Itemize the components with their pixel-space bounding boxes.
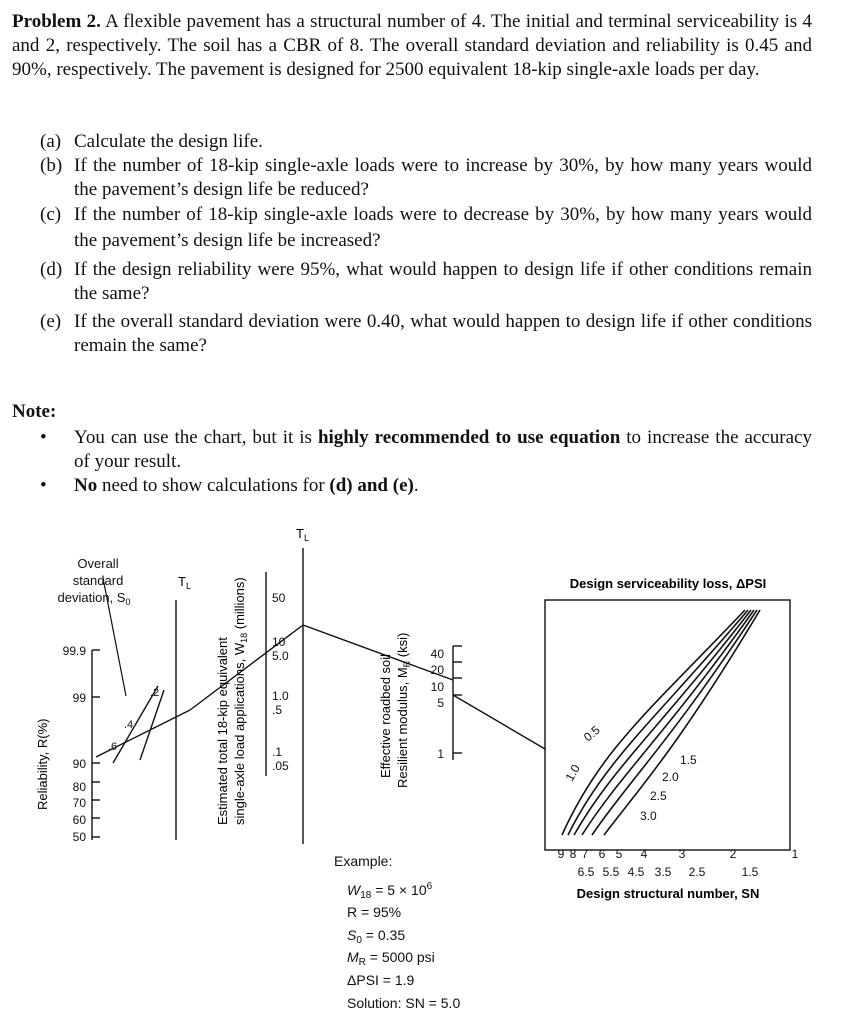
psi-curve-label: 1.5 xyxy=(680,753,697,767)
reliability-tick: 80 xyxy=(72,780,86,794)
reliability-tick: 60 xyxy=(72,813,86,827)
mr-tick: 10 xyxy=(430,680,444,694)
reliability-tick: 99 xyxy=(72,691,86,705)
psi-curve-label: 3.0 xyxy=(640,809,657,823)
sd-tick: .4 xyxy=(124,719,134,731)
sn-axis-label: Design structural number, SN xyxy=(576,886,760,901)
part-b xyxy=(40,154,812,202)
problem-text: A flexible pavement has a structural number of 4. The initial and terminal serviceability is 4 and 2, respectively. The soil has a CBR of 8. The overall standard deviation and reliability is 0.45 and 90%, respectively. The pavement is designed for 2500 equivalent 18-kip single-axle loads per day. xyxy=(12,11,812,80)
part-c xyxy=(40,202,812,254)
mr-axis-label-2: Resilient modulus, $M_R$ (ksi) xyxy=(395,632,412,788)
tl-label: $T_L$ xyxy=(178,574,191,591)
w18-tick: 10 xyxy=(272,635,286,649)
w18-tick: 1.0 xyxy=(272,689,289,703)
sd-tick: .6 xyxy=(108,741,118,753)
part-text: If the number of 18-kip single-axle loads were to decrease by 30%, by how many years would the pavement’s design life be increased? xyxy=(74,204,812,251)
sn-tick: 2 xyxy=(729,847,737,861)
sn-tick-bottom: 5.5 xyxy=(602,865,620,879)
tl-label-top: $T_L$ xyxy=(296,526,309,543)
mr-tick: 1 xyxy=(437,747,444,761)
part-text: If the design reliability were 95%, what would happen to design life if other conditions remain the same? xyxy=(74,259,812,304)
part-label: (d) xyxy=(40,259,63,280)
sn-tick: 1 xyxy=(791,847,799,861)
example-reliability: R = 95% xyxy=(347,904,402,920)
sn-tick-bottom: 2.5 xyxy=(688,865,706,879)
example-solution: Solution: SN = 5.0 xyxy=(347,995,461,1011)
psi-curve-label: 2.0 xyxy=(662,770,679,784)
note-heading: Note: xyxy=(12,401,57,422)
bullet-icon: • xyxy=(40,427,47,448)
example-w18: $W_{18} = 5 \times 10^6$ xyxy=(347,881,433,901)
psi-curve-label: 0.5 xyxy=(580,722,603,745)
sn-tick-bottom: 6.5 xyxy=(577,865,595,879)
reliability-tick: 99.9 xyxy=(62,644,86,658)
psi-title: Design serviceability loss, ΔPSI xyxy=(569,576,767,591)
part-label: (a) xyxy=(40,131,62,152)
sn-tick: 5 xyxy=(615,847,623,861)
sn-tick: 8 xyxy=(569,847,577,861)
w18-axis-label-1: Estimated total 18-kip equivalent xyxy=(215,637,230,825)
part-text: Calculate the design life. xyxy=(74,131,263,152)
mr-axis-label-1: Effective roadbed soil xyxy=(378,653,393,778)
sn-tick: 3 xyxy=(678,847,686,861)
example-title: Example: xyxy=(334,853,393,869)
part-d xyxy=(40,258,812,306)
sn-tick: 7 xyxy=(581,847,589,861)
mr-tick: 20 xyxy=(430,663,444,677)
part-e xyxy=(40,310,812,358)
reliability-tick: 50 xyxy=(72,830,86,844)
part-label: (e) xyxy=(40,311,62,332)
reliability-axis-label: Reliability, R(%) xyxy=(35,718,50,810)
part-a xyxy=(40,130,812,154)
bullet-icon: • xyxy=(40,475,47,496)
question-parts xyxy=(40,130,812,358)
w18-tick: .05 xyxy=(272,759,289,773)
reliability-tick: 90 xyxy=(72,757,86,771)
sn-tick-bottom: 1.5 xyxy=(741,865,759,879)
psi-curve-label: 1.0 xyxy=(562,762,583,784)
sn-tick-bottom: 4.5 xyxy=(627,865,645,879)
w18-tick: .5 xyxy=(272,703,283,717)
mr-tick: 5 xyxy=(437,696,444,710)
sn-tick: 6 xyxy=(598,847,606,861)
w18-tick: 5.0 xyxy=(272,649,289,663)
sn-tick-bottom: 3.5 xyxy=(654,865,672,879)
note-item-1: • You can use the chart, but it is highly recommended to use equation to increase the accuracy of your result. xyxy=(40,427,812,472)
w18-axis-label-2: single-axle load applications, $W_{18}$ (millions) xyxy=(232,577,249,825)
w18-tick: 50 xyxy=(272,591,286,605)
example-dpsi: ΔPSI = 1.9 xyxy=(347,972,415,988)
w18-tick: .1 xyxy=(272,745,283,759)
problem-label: Problem 2. xyxy=(12,11,101,32)
sn-tick: 4 xyxy=(640,847,648,861)
example-s0: $S_0 = 0.35$ xyxy=(347,927,406,946)
sn-tick: 9 xyxy=(557,847,565,861)
example-mr: $M_R = 5000$ psi xyxy=(347,949,435,968)
note-list xyxy=(40,426,812,498)
sd-tick: .2 xyxy=(150,687,160,699)
part-text: If the overall standard deviation were 0.40, what would happen to design life if other conditions remain the same? xyxy=(74,311,812,356)
reliability-tick: 70 xyxy=(72,796,86,810)
sd-title-line-2: standard xyxy=(72,573,124,588)
sd-title-line-1: Overall xyxy=(77,556,119,571)
sd-title-line-3: deviation, $S_0$ xyxy=(57,590,131,607)
part-label: (b) xyxy=(40,155,63,176)
problem-statement xyxy=(12,10,812,82)
note-item-2: • No need to show calculations for (d) and (e). xyxy=(40,475,419,496)
part-text: If the number of 18-kip single-axle loads were to increase by 30%, by how many years would the pavement’s design life be reduced? xyxy=(74,155,812,200)
psi-curve-label: 2.5 xyxy=(650,789,667,803)
aashto-nomograph xyxy=(0,510,845,1024)
mr-tick: 40 xyxy=(430,647,444,661)
part-label: (c) xyxy=(40,204,62,225)
